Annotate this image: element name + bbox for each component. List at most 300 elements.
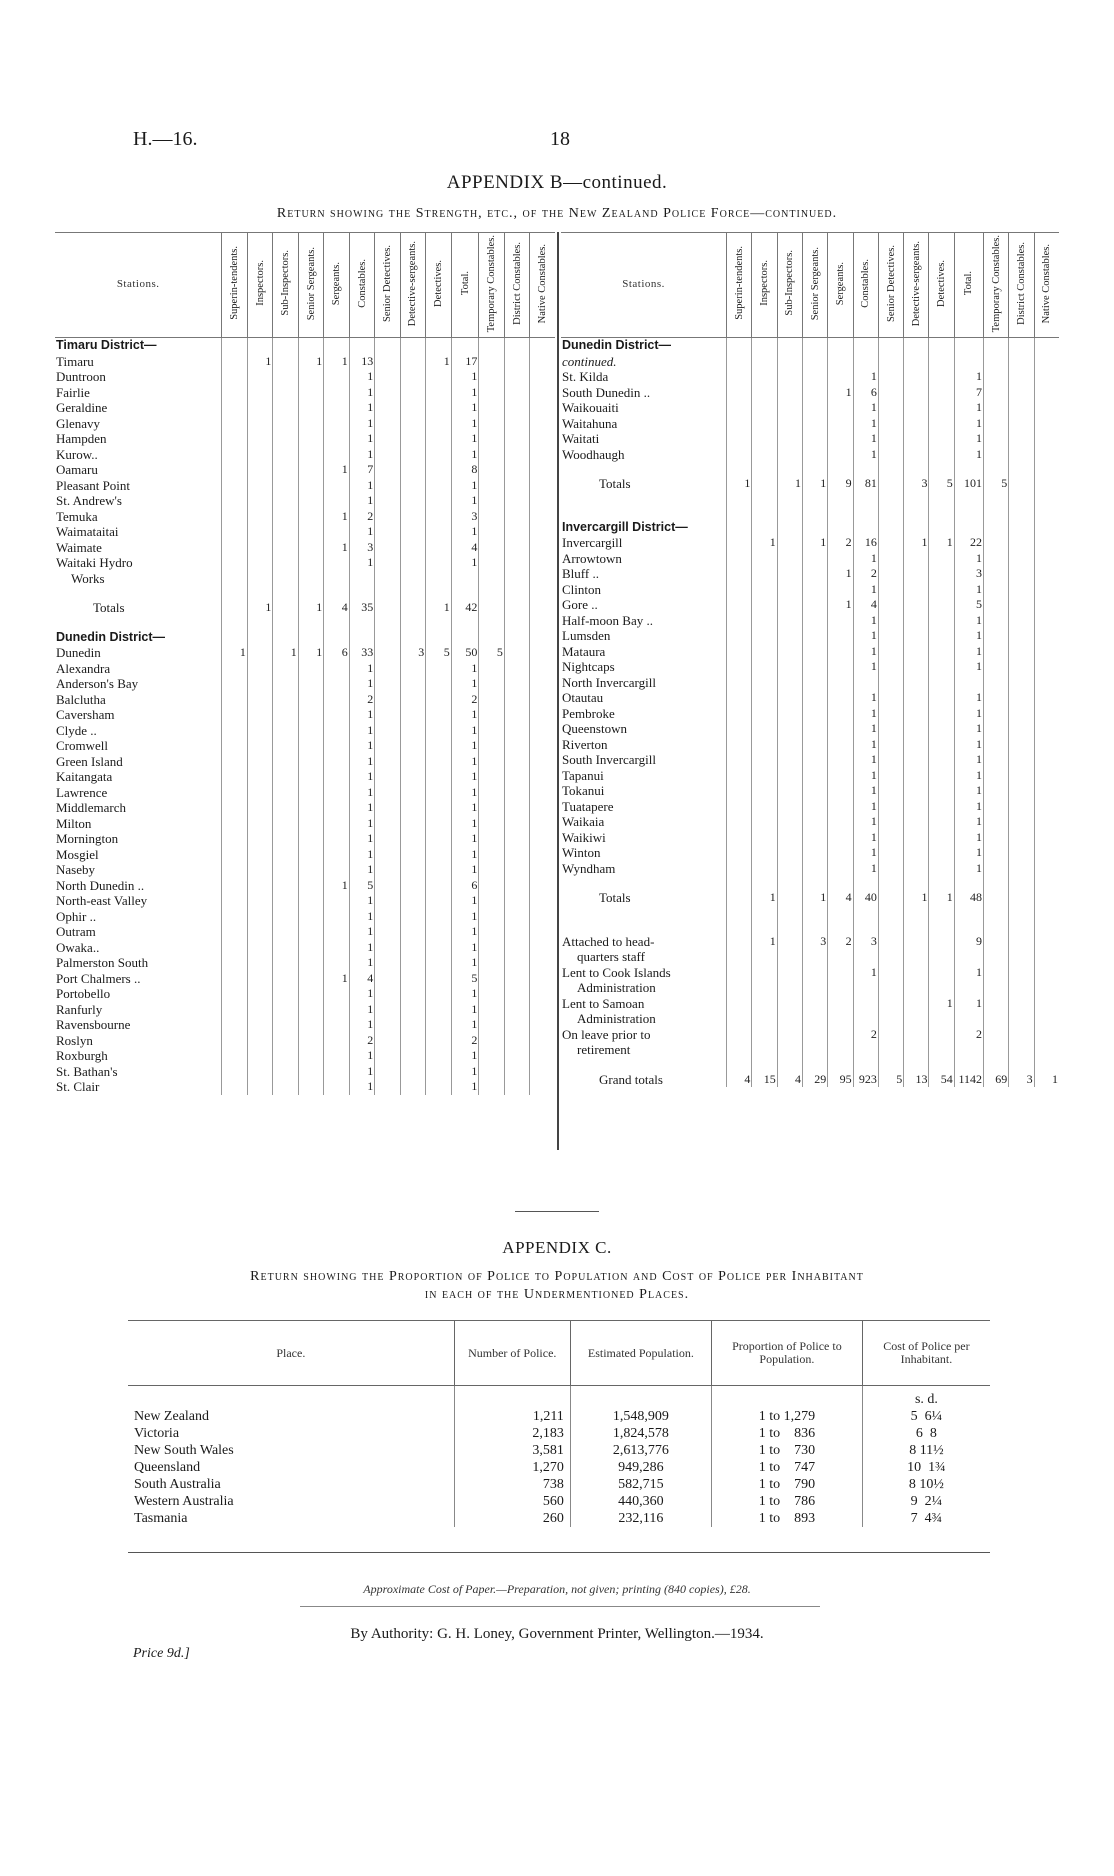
count-cell xyxy=(530,986,555,1002)
count-cell xyxy=(929,613,954,629)
count-cell xyxy=(426,769,451,785)
count-cell xyxy=(904,949,929,965)
count-cell: 1 xyxy=(954,400,983,416)
count-cell xyxy=(530,540,555,556)
count-cell xyxy=(504,1017,529,1033)
count-cell xyxy=(273,1017,298,1033)
count-cell xyxy=(375,924,400,940)
count-cell xyxy=(324,754,349,770)
cell-police: 738 xyxy=(454,1476,570,1493)
count-cell xyxy=(777,1027,802,1043)
count-cell xyxy=(803,980,828,996)
count-cell xyxy=(479,986,504,1002)
document-code: H.—16. xyxy=(133,128,198,150)
count-cell: 6 xyxy=(451,878,479,894)
count-cell xyxy=(828,706,853,722)
count-cell xyxy=(530,831,555,847)
count-cell xyxy=(375,1002,400,1018)
column-header xyxy=(777,233,802,338)
station-row xyxy=(55,524,555,540)
col-place: Place. xyxy=(128,1321,454,1386)
station-name: Lumsden xyxy=(562,628,611,643)
count-cell xyxy=(504,754,529,770)
stations-header: Stations. xyxy=(561,233,727,338)
count-cell xyxy=(479,785,504,801)
count-cell xyxy=(247,493,272,509)
count-cell xyxy=(727,566,752,582)
count-cell: 1 xyxy=(298,354,323,370)
count-cell: 1 xyxy=(1034,1072,1059,1088)
count-cell xyxy=(426,1079,451,1095)
count-cell xyxy=(375,509,400,525)
district-name: Dunedin District— xyxy=(562,338,672,352)
count-cell xyxy=(904,690,929,706)
count-cell xyxy=(273,909,298,925)
station-row xyxy=(561,814,1059,830)
count-cell: 1 xyxy=(349,738,374,754)
count-cell xyxy=(1034,965,1059,981)
count-cell xyxy=(929,690,954,706)
count-cell: 1 xyxy=(954,447,983,463)
cell-police: 1,270 xyxy=(454,1459,570,1476)
count-cell xyxy=(1009,1011,1034,1027)
count-cell xyxy=(504,1048,529,1064)
count-cell: 50 xyxy=(451,645,479,661)
count-cell: 1 xyxy=(752,934,777,950)
count-cell xyxy=(479,1048,504,1064)
count-cell: 1 xyxy=(954,628,983,644)
cell-proportion: 1 to 730 xyxy=(711,1442,862,1459)
cell-place: Tasmania xyxy=(134,1511,188,1526)
count-cell xyxy=(504,645,529,661)
count-cell xyxy=(479,754,504,770)
count-cell xyxy=(777,980,802,996)
count-cell xyxy=(904,799,929,815)
count-cell xyxy=(954,980,983,996)
station-name: Queenstown xyxy=(562,721,627,736)
count-cell xyxy=(530,738,555,754)
column-header-label: Sub-Inspectors. xyxy=(784,250,796,317)
count-cell xyxy=(324,831,349,847)
count-cell xyxy=(479,738,504,754)
station-row xyxy=(55,1033,555,1049)
count-cell xyxy=(375,369,400,385)
count-cell xyxy=(984,354,1009,370)
spacer-row xyxy=(55,586,555,600)
count-cell xyxy=(727,934,752,950)
count-cell xyxy=(324,955,349,971)
count-cell xyxy=(247,692,272,708)
station-row xyxy=(55,571,555,587)
footer-rule xyxy=(300,1606,820,1607)
station-row xyxy=(561,597,1059,613)
count-cell xyxy=(273,800,298,816)
station-name: Administration xyxy=(577,1011,656,1026)
count-cell xyxy=(479,676,504,692)
station-row xyxy=(561,845,1059,861)
count-cell: 1 xyxy=(853,551,878,567)
count-cell xyxy=(1034,830,1059,846)
count-cell xyxy=(247,1064,272,1080)
station-name: Riverton xyxy=(562,736,608,752)
count-cell xyxy=(530,878,555,894)
count-cell xyxy=(777,949,802,965)
count-cell xyxy=(298,862,323,878)
count-cell xyxy=(273,692,298,708)
column-header-label: Senior Sergeants. xyxy=(809,246,821,320)
count-cell: 1 xyxy=(853,814,878,830)
count-cell xyxy=(247,555,272,571)
count-cell xyxy=(298,493,323,509)
count-cell xyxy=(247,769,272,785)
count-cell xyxy=(904,431,929,447)
count-cell: 1 xyxy=(349,400,374,416)
cell-place: Queensland xyxy=(134,1460,201,1475)
district-name: Dunedin District— xyxy=(56,629,166,644)
count-cell xyxy=(298,447,323,463)
count-cell xyxy=(727,965,752,981)
count-cell: 1 xyxy=(451,1017,479,1033)
count-cell: 1 xyxy=(324,462,349,478)
count-cell xyxy=(504,1064,529,1080)
count-cell xyxy=(400,478,425,494)
cell-cost: 10 1¾ xyxy=(862,1459,990,1476)
column-header xyxy=(1009,233,1034,338)
count-cell xyxy=(1009,597,1034,613)
count-cell xyxy=(929,830,954,846)
count-cell xyxy=(400,785,425,801)
count-cell xyxy=(828,965,853,981)
count-cell xyxy=(324,785,349,801)
count-cell xyxy=(1009,566,1034,582)
station-name: South Dunedin .. xyxy=(562,384,651,400)
count-cell xyxy=(222,416,247,432)
count-cell xyxy=(504,847,529,863)
station-row xyxy=(561,752,1059,768)
count-cell xyxy=(929,965,954,981)
count-cell xyxy=(530,676,555,692)
count-cell: 1 xyxy=(451,940,479,956)
col-cost: Cost of Police per Inhabitant. xyxy=(862,1321,990,1386)
count-cell xyxy=(828,659,853,675)
station-row xyxy=(561,1011,1059,1027)
count-cell xyxy=(803,369,828,385)
count-cell xyxy=(375,571,400,587)
count-cell xyxy=(1009,996,1034,1012)
count-cell xyxy=(400,1033,425,1049)
count-cell xyxy=(400,462,425,478)
count-cell xyxy=(984,447,1009,463)
count-cell xyxy=(1009,675,1034,691)
count-cell xyxy=(426,909,451,925)
count-cell xyxy=(375,971,400,987)
count-cell xyxy=(984,690,1009,706)
count-cell xyxy=(530,893,555,909)
count-cell xyxy=(1034,890,1059,906)
count-cell xyxy=(504,354,529,370)
count-cell xyxy=(375,955,400,971)
count-cell: 1 xyxy=(451,447,479,463)
count-cell xyxy=(828,675,853,691)
count-cell xyxy=(298,509,323,525)
count-cell xyxy=(426,478,451,494)
count-cell xyxy=(904,737,929,753)
count-cell xyxy=(400,600,425,616)
count-cell xyxy=(324,1017,349,1033)
count-cell xyxy=(298,555,323,571)
count-cell: 1 xyxy=(853,721,878,737)
count-cell: 1 xyxy=(853,737,878,753)
count-cell xyxy=(904,1011,929,1027)
count-cell xyxy=(298,893,323,909)
count-cell xyxy=(400,955,425,971)
count-cell: 1 xyxy=(954,752,983,768)
count-cell xyxy=(929,861,954,877)
count-cell xyxy=(375,1033,400,1049)
station-name: Ranfurly xyxy=(56,1001,103,1017)
count-cell xyxy=(1009,949,1034,965)
count-cell: 1 xyxy=(349,862,374,878)
station-row xyxy=(561,613,1059,629)
station-name: Kurow.. xyxy=(56,446,98,462)
count-cell xyxy=(273,816,298,832)
station-row xyxy=(55,831,555,847)
count-cell xyxy=(273,971,298,987)
count-cell: 1 xyxy=(929,890,954,906)
count-cell xyxy=(324,571,349,587)
station-row xyxy=(55,971,555,987)
count-cell xyxy=(904,582,929,598)
count-cell xyxy=(929,354,954,370)
count-cell xyxy=(803,1011,828,1027)
count-cell: 1 xyxy=(298,600,323,616)
count-cell xyxy=(400,769,425,785)
count-cell xyxy=(929,783,954,799)
count-cell xyxy=(878,934,903,950)
count-cell: 1 xyxy=(954,814,983,830)
count-cell xyxy=(1009,737,1034,753)
count-cell xyxy=(479,1017,504,1033)
count-cell xyxy=(375,785,400,801)
count-cell xyxy=(1034,752,1059,768)
count-cell: 7 xyxy=(349,462,374,478)
count-cell xyxy=(828,644,853,660)
column-header-label: Sergeants. xyxy=(331,261,343,305)
station-row xyxy=(561,385,1059,401)
count-cell xyxy=(803,628,828,644)
count-cell xyxy=(803,613,828,629)
count-cell xyxy=(1009,721,1034,737)
count-cell: 1 xyxy=(451,676,479,692)
count-cell xyxy=(298,478,323,494)
count-cell xyxy=(375,1017,400,1033)
count-cell xyxy=(375,431,400,447)
count-cell xyxy=(727,861,752,877)
count-cell xyxy=(479,661,504,677)
spacer-row xyxy=(55,616,555,630)
count-cell: 1 xyxy=(954,659,983,675)
station-row xyxy=(561,737,1059,753)
count-cell xyxy=(727,949,752,965)
count-cell: 4 xyxy=(828,890,853,906)
count-cell xyxy=(727,659,752,675)
count-cell xyxy=(878,783,903,799)
count-cell xyxy=(273,893,298,909)
station-row xyxy=(55,754,555,770)
count-cell xyxy=(222,661,247,677)
count-cell xyxy=(1034,861,1059,877)
station-name: Middlemarch xyxy=(56,800,127,815)
count-cell xyxy=(400,924,425,940)
count-cell xyxy=(929,1042,954,1058)
station-row xyxy=(561,416,1059,432)
count-cell xyxy=(727,890,752,906)
count-cell xyxy=(777,890,802,906)
count-cell xyxy=(727,768,752,784)
count-cell xyxy=(426,661,451,677)
count-cell xyxy=(479,955,504,971)
count-cell xyxy=(727,447,752,463)
count-cell xyxy=(1009,814,1034,830)
count-cell xyxy=(273,940,298,956)
count-cell: 1 xyxy=(349,909,374,925)
count-cell: 2 xyxy=(451,1033,479,1049)
count-cell xyxy=(1034,706,1059,722)
count-cell xyxy=(878,845,903,861)
count-cell xyxy=(904,566,929,582)
count-cell xyxy=(375,555,400,571)
cell-police: 1,211 xyxy=(454,1408,570,1425)
count-cell xyxy=(479,524,504,540)
count-cell xyxy=(803,597,828,613)
appendix-c-subtitle-line2: in each of the Undermentioned Places. xyxy=(424,1287,690,1302)
count-cell xyxy=(530,555,555,571)
count-cell xyxy=(828,369,853,385)
count-cell xyxy=(273,416,298,432)
count-cell xyxy=(530,862,555,878)
count-cell xyxy=(298,986,323,1002)
count-cell: 1 xyxy=(349,1079,374,1095)
count-cell xyxy=(530,692,555,708)
station-row xyxy=(561,628,1059,644)
count-cell xyxy=(777,752,802,768)
count-cell xyxy=(1009,799,1034,815)
count-cell xyxy=(530,909,555,925)
count-cell: 1 xyxy=(247,354,272,370)
count-cell xyxy=(752,1011,777,1027)
station-row xyxy=(55,431,555,447)
column-header xyxy=(1034,233,1059,338)
count-cell xyxy=(727,385,752,401)
count-cell xyxy=(400,493,425,509)
count-cell: 3 xyxy=(349,540,374,556)
count-cell xyxy=(400,940,425,956)
count-cell xyxy=(904,644,929,660)
appendix-b-title: APPENDIX B—continued. xyxy=(446,172,668,193)
station-row xyxy=(561,965,1059,981)
count-cell xyxy=(1034,737,1059,753)
count-cell xyxy=(504,676,529,692)
count-cell xyxy=(426,754,451,770)
station-row xyxy=(561,949,1059,965)
count-cell: 1 xyxy=(324,509,349,525)
count-cell xyxy=(828,814,853,830)
count-cell xyxy=(222,723,247,739)
column-header xyxy=(298,233,323,338)
count-cell xyxy=(400,447,425,463)
count-cell: 1 xyxy=(451,385,479,401)
count-cell xyxy=(1009,551,1034,567)
count-cell xyxy=(400,847,425,863)
count-cell xyxy=(878,597,903,613)
count-cell xyxy=(853,949,878,965)
count-cell: 1 xyxy=(426,600,451,616)
count-cell xyxy=(904,447,929,463)
station-name: South Invercargill xyxy=(562,752,656,767)
count-cell xyxy=(1009,1042,1034,1058)
station-name: Timaru xyxy=(56,353,94,369)
count-cell: 1 xyxy=(954,416,983,432)
count-cell xyxy=(479,540,504,556)
count-cell: 1 xyxy=(853,659,878,675)
count-cell xyxy=(530,431,555,447)
count-cell xyxy=(504,369,529,385)
count-cell xyxy=(1034,385,1059,401)
count-cell xyxy=(298,400,323,416)
station-row xyxy=(561,644,1059,660)
station-name: Nightcaps xyxy=(562,659,615,674)
count-cell xyxy=(247,431,272,447)
count-cell: 9 xyxy=(828,476,853,492)
count-cell xyxy=(984,830,1009,846)
count-cell xyxy=(375,692,400,708)
count-cell xyxy=(777,613,802,629)
station-name: Ophir .. xyxy=(56,908,97,924)
count-cell: 1 xyxy=(853,369,878,385)
count-cell xyxy=(375,909,400,925)
count-cell xyxy=(247,754,272,770)
count-cell xyxy=(878,752,903,768)
count-cell xyxy=(1034,659,1059,675)
count-cell xyxy=(504,955,529,971)
count-cell xyxy=(727,814,752,830)
station-row xyxy=(55,692,555,708)
count-cell: 1 xyxy=(828,566,853,582)
count-cell xyxy=(904,721,929,737)
count-cell xyxy=(1034,996,1059,1012)
count-cell xyxy=(504,431,529,447)
station-name: Gore .. xyxy=(562,597,598,612)
count-cell xyxy=(247,1017,272,1033)
count-cell xyxy=(752,737,777,753)
station-row xyxy=(561,582,1059,598)
count-cell: 1 xyxy=(349,1017,374,1033)
count-cell xyxy=(1034,566,1059,582)
count-cell xyxy=(504,723,529,739)
count-cell xyxy=(777,369,802,385)
count-cell xyxy=(298,707,323,723)
count-cell xyxy=(878,551,903,567)
count-cell: 1 xyxy=(426,354,451,370)
count-cell xyxy=(222,878,247,894)
count-cell xyxy=(803,566,828,582)
count-cell xyxy=(878,582,903,598)
station-row xyxy=(561,768,1059,784)
count-cell xyxy=(777,861,802,877)
count-cell xyxy=(247,940,272,956)
count-cell xyxy=(504,661,529,677)
count-cell xyxy=(904,845,929,861)
